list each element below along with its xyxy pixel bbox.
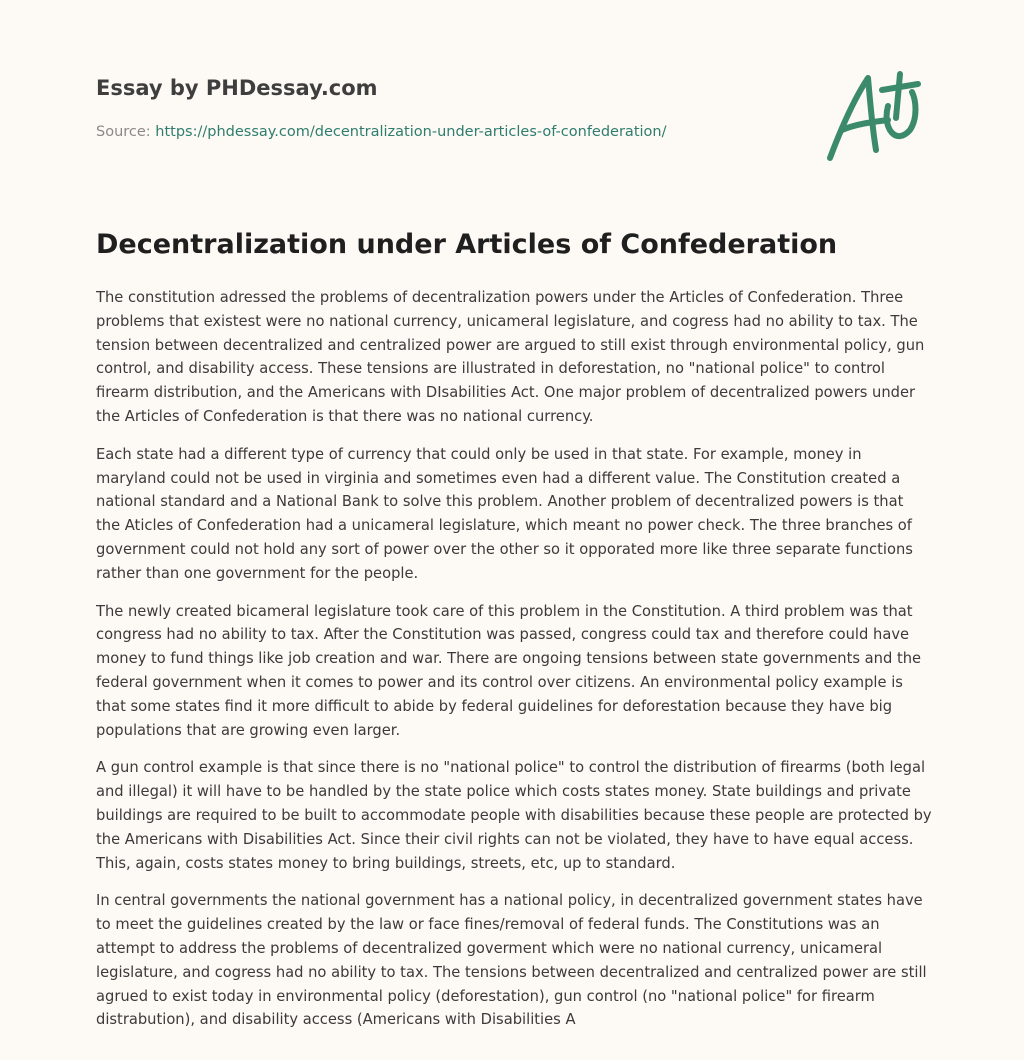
brand-title: Essay by PHDessay.com (96, 76, 378, 100)
source-line (96, 124, 666, 140)
source-link[interactable]: https://phdessay.com/decentralization-under-articles-of-confederation/ (155, 124, 667, 140)
essay-paragraph: The constitution adressed the problems of decentralization powers under the Articles of Confederation. Three problems that existest were no national currency, unicameral legislature, and cogress had no ability to tax. The tension between decentralized and centralized power are argued to still exist through environmental policy, gun control, and disability access. These tensions are illustrated in deforestation, no "national police" to control firearm distribution, and the Americans with DIsabilities Act. One major problem of decentralized powers under the Articles of Confederation is that there was no national currency. (96, 289, 925, 425)
essay-body (96, 286, 932, 1050)
essay-title: Decentralization under Articles of Confederation (96, 229, 838, 260)
a-plus-logo-icon (818, 66, 930, 166)
essay-paragraph: In central governments the national government has a national policy, in decentralized government states have to meet the guidelines created by the law or face fines/removal of federal funds. The Constitutions was an attempt to address the problems of decentralized goverment which were no national currency, unicameral legislature, and cogress had no ability to tax. The tensions between decentralized and centralized power are still agrued to exist today in environmental policy (deforestation), gun control (no "national police" for firearm distrabution), and disability access (Americans with Disabilities A (96, 892, 927, 1029)
essay-paragraph: Each state had a different type of currency that could only be used in that state. For example, money in maryland could not be used in virginia and sometimes even had a different value. The Constitution created a national standard and a National Bank to solve this problem. Another problem of decentralized powers is that the Aticles of Confederation had a unicameral legislature, which meant no power check. The three branches of government could not hold any sort of power over the other so it opporated more like three separate functions rather than one government for the people. (96, 445, 913, 582)
essay-paragraph: A gun control example is that since there is no "national police" to control the distribution of firearms (both legal and illegal) it will have to be handled by the state police which costs states money. State buildings and private buildings are required to be built to accommodate people with disabilities because these people are protected by the Americans with Disabilities Act. Since their civil rights can not be violated, they have to have equal access. This, again, costs states money to bring buildings, streets, etc, up to standard. (96, 759, 932, 872)
source-label: Source: (96, 124, 151, 140)
essay-paragraph: The newly created bicameral legislature took care of this problem in the Constitution. A third problem was that congress had no ability to tax. After the Constitution was passed, congress could tax and therefore could have money to fund things like job creation and war. There are ongoing tensions between state governments and the federal government when it comes to power and its control over citizens. An environmental policy example is that some states find it more difficult to abide by federal guidelines for deforestation because they have big populations that are growing even larger. (96, 602, 922, 739)
